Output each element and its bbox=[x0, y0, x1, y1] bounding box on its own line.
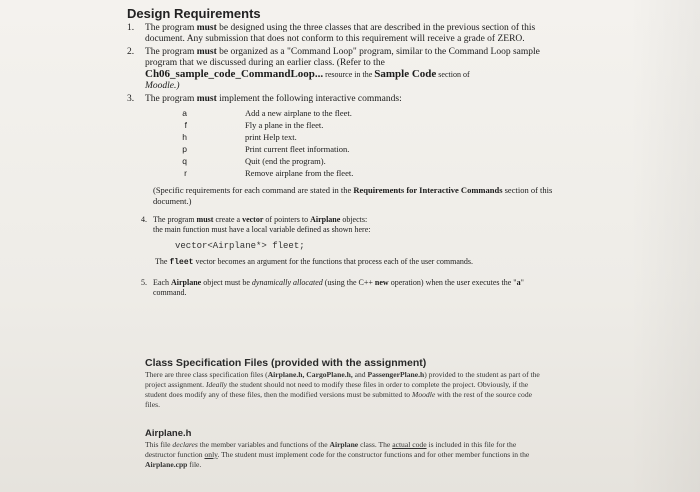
airplane-h-section bbox=[145, 428, 540, 470]
command-row: q Quit (end the program). bbox=[182, 156, 326, 166]
command-row: h print Help text. bbox=[182, 132, 297, 142]
requirement-1: 1. The program must be designed using the three classes that are described in the previous section of this document. Any submission that does not conform to this requirement will receive a grade of ZERO. bbox=[127, 23, 536, 44]
requirement-2: 2. The program must be organized as a "Command Loop" program, similar to the Command Loop sample program that we discussed during an earlier class. (Refer to the Ch06_sample_code_CommandLoop... resource in the Sample Code section of Moodle.) bbox=[127, 47, 540, 91]
sample-code-reference: Ch06_sample_code_CommandLoop... bbox=[145, 68, 324, 80]
requirement-4: 4. The program must create a vector of pointers to Airplane objects: the main function must have a local variable defined as shown here: bbox=[141, 215, 371, 234]
class-specification-section bbox=[145, 357, 540, 410]
section-paragraph: There are three class specification files (Airplane.h, CargoPlane.h, and PassengerPlane.h) provided to the student as part of the project assignment. Ideally the student should not need to modify these files in order to complete the project. Obviously, if the student does modify any of these files, then the modified versions must be submitted to Moodle with the rest of the source code files. bbox=[145, 370, 540, 409]
page-shadow bbox=[630, 0, 700, 492]
requirement-5: 5. Each Airplane object must be dynamically allocated (using the C++ new operation) when the user executes the "a" command. bbox=[141, 278, 524, 297]
design-requirements bbox=[127, 6, 557, 300]
command-note: (Specific requirements for each command are stated in the Requirements for Interactive Commands section of this document.) bbox=[153, 185, 553, 206]
command-row: a Add a new airplane to the fleet. bbox=[182, 108, 352, 118]
command-row: f Fly a plane in the fleet. bbox=[184, 120, 324, 130]
page-title: Design Requirements bbox=[127, 6, 261, 21]
section-paragraph: This file declares the member variables and functions of the Airplane class. The actual code is included in this file for the destructor function only. The student must implement code for the constructor functions and for other member functions in the Airplane.cpp file. bbox=[145, 440, 530, 469]
requirement-3: 3. The program must implement the following interactive commands: bbox=[127, 94, 402, 104]
code-snippet: vector<Airplane*> fleet; bbox=[175, 241, 305, 251]
fleet-note: The fleet vector becomes an argument for the functions that process each of the user commands. bbox=[155, 257, 473, 267]
command-row: p Print current fleet information. bbox=[182, 144, 350, 154]
command-list bbox=[127, 107, 557, 179]
section-heading: Class Specification Files (provided with the assignment) bbox=[145, 357, 427, 369]
section-heading: Airplane.h bbox=[145, 428, 192, 439]
command-row: r Remove airplane from the fleet. bbox=[184, 168, 354, 178]
